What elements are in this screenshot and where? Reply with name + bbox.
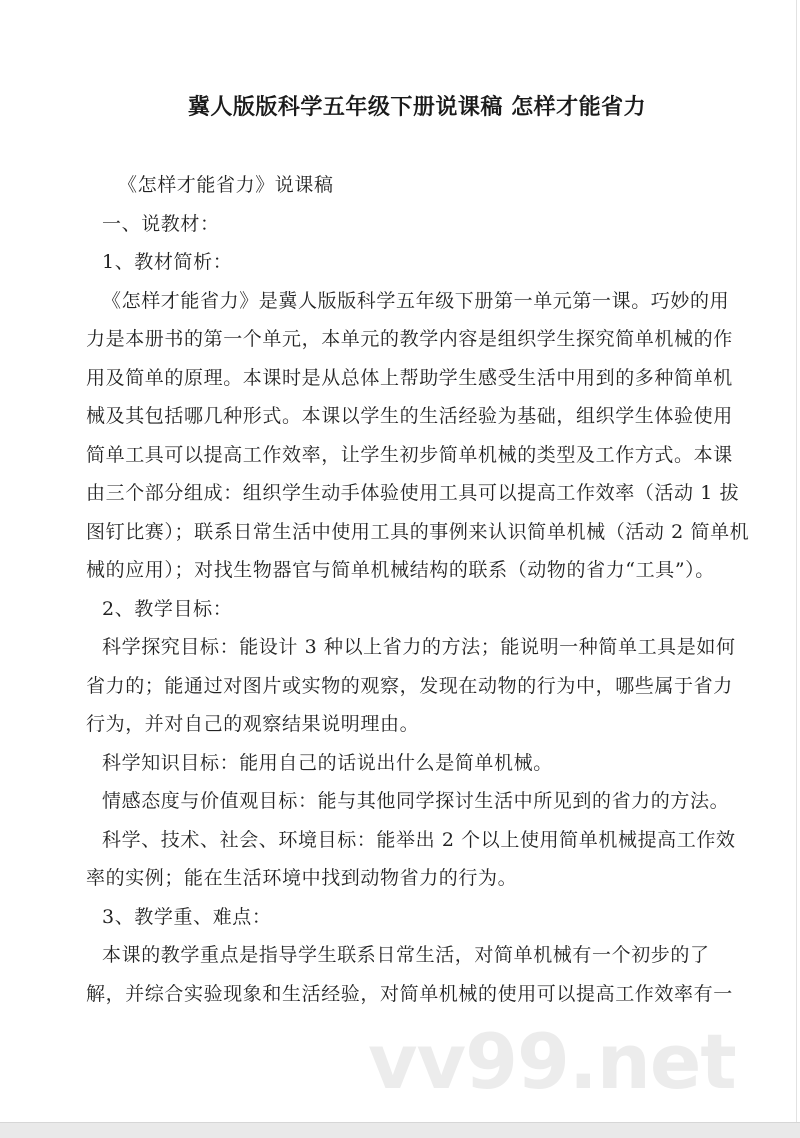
subsection-heading: 1、教材简析： [102,251,233,273]
paragraph-line: 率的实例；能在生活环境中找到动物省力的行为。 [86,867,518,889]
paragraph-line: 由三个部分组成：组织学生动手体验使用工具可以提高工作效率（活动 1 拔 [86,482,740,504]
watermark: vv99.net [368,1017,736,1106]
document-body [0,166,800,1013]
paragraph-line: 简单工具可以提高工作效率，让学生初步简单机械的类型及工作方式。本课 [86,443,733,466]
subtitle: 《怎样才能省力》说课稿 [118,174,334,196]
paragraph-line: 行为，并对自己的观察结果说明理由。 [86,713,420,735]
paragraph-line: 械的应用）；对找生物器官与简单机械结构的联系（动物的省力“工具”）。 [86,559,715,581]
paragraph-line: 力是本册书的第一个单元，本单元的教学内容是组织学生探究简单机械的作 [86,328,733,350]
paragraph-line: 省力的；能通过对图片或实物的观察，发现在动物的行为中，哪些属于省力 [86,674,733,697]
paragraph-line: 解，并综合实验现象和生活经验，对简单机械的使用可以提高工作效率有一 [86,982,733,1005]
paragraph-line: 本课的教学重点是指导学生联系日常生活，对简单机械有一个初步的了 [102,944,710,966]
section-heading: 一、说教材： [102,212,220,235]
paragraph-line: 图钉比赛）；联系日常生活中使用工具的事例来认识简单机械（活动 2 简单机 [86,520,750,543]
paragraph-line: 《怎样才能省力》是冀人版版科学五年级下册第一单元第一课。巧妙的用 [102,289,730,312]
paragraph-line: 情感态度与价值观目标：能与其他同学探讨生活中所见到的省力的方法。 [102,790,730,812]
subsection-heading: 2、教学目标： [102,597,233,620]
page-bottom-edge [0,1122,800,1138]
subsection-heading: 3、教学重、难点： [102,905,272,928]
document-title: 冀人版版科学五年级下册说课稿 怎样才能省力 [187,95,647,120]
paragraph-line: 科学知识目标：能用自己的话说出什么是简单机械。 [102,751,553,774]
paragraph-line: 械及其包括哪几种形式。本课以学生的生活经验为基础，组织学生体验使用 [86,405,733,427]
paragraph-line: 科学、技术、社会、环境目标：能举出 2 个以上使用简单机械提高工作效 [102,828,736,851]
paragraph-line: 科学探究目标：能设计 3 种以上省力的方法；能说明一种简单工具是如何 [102,636,736,658]
paragraph-line: 用及简单的原理。本课时是从总体上帮助学生感受生活中用到的多种简单机 [86,366,733,389]
